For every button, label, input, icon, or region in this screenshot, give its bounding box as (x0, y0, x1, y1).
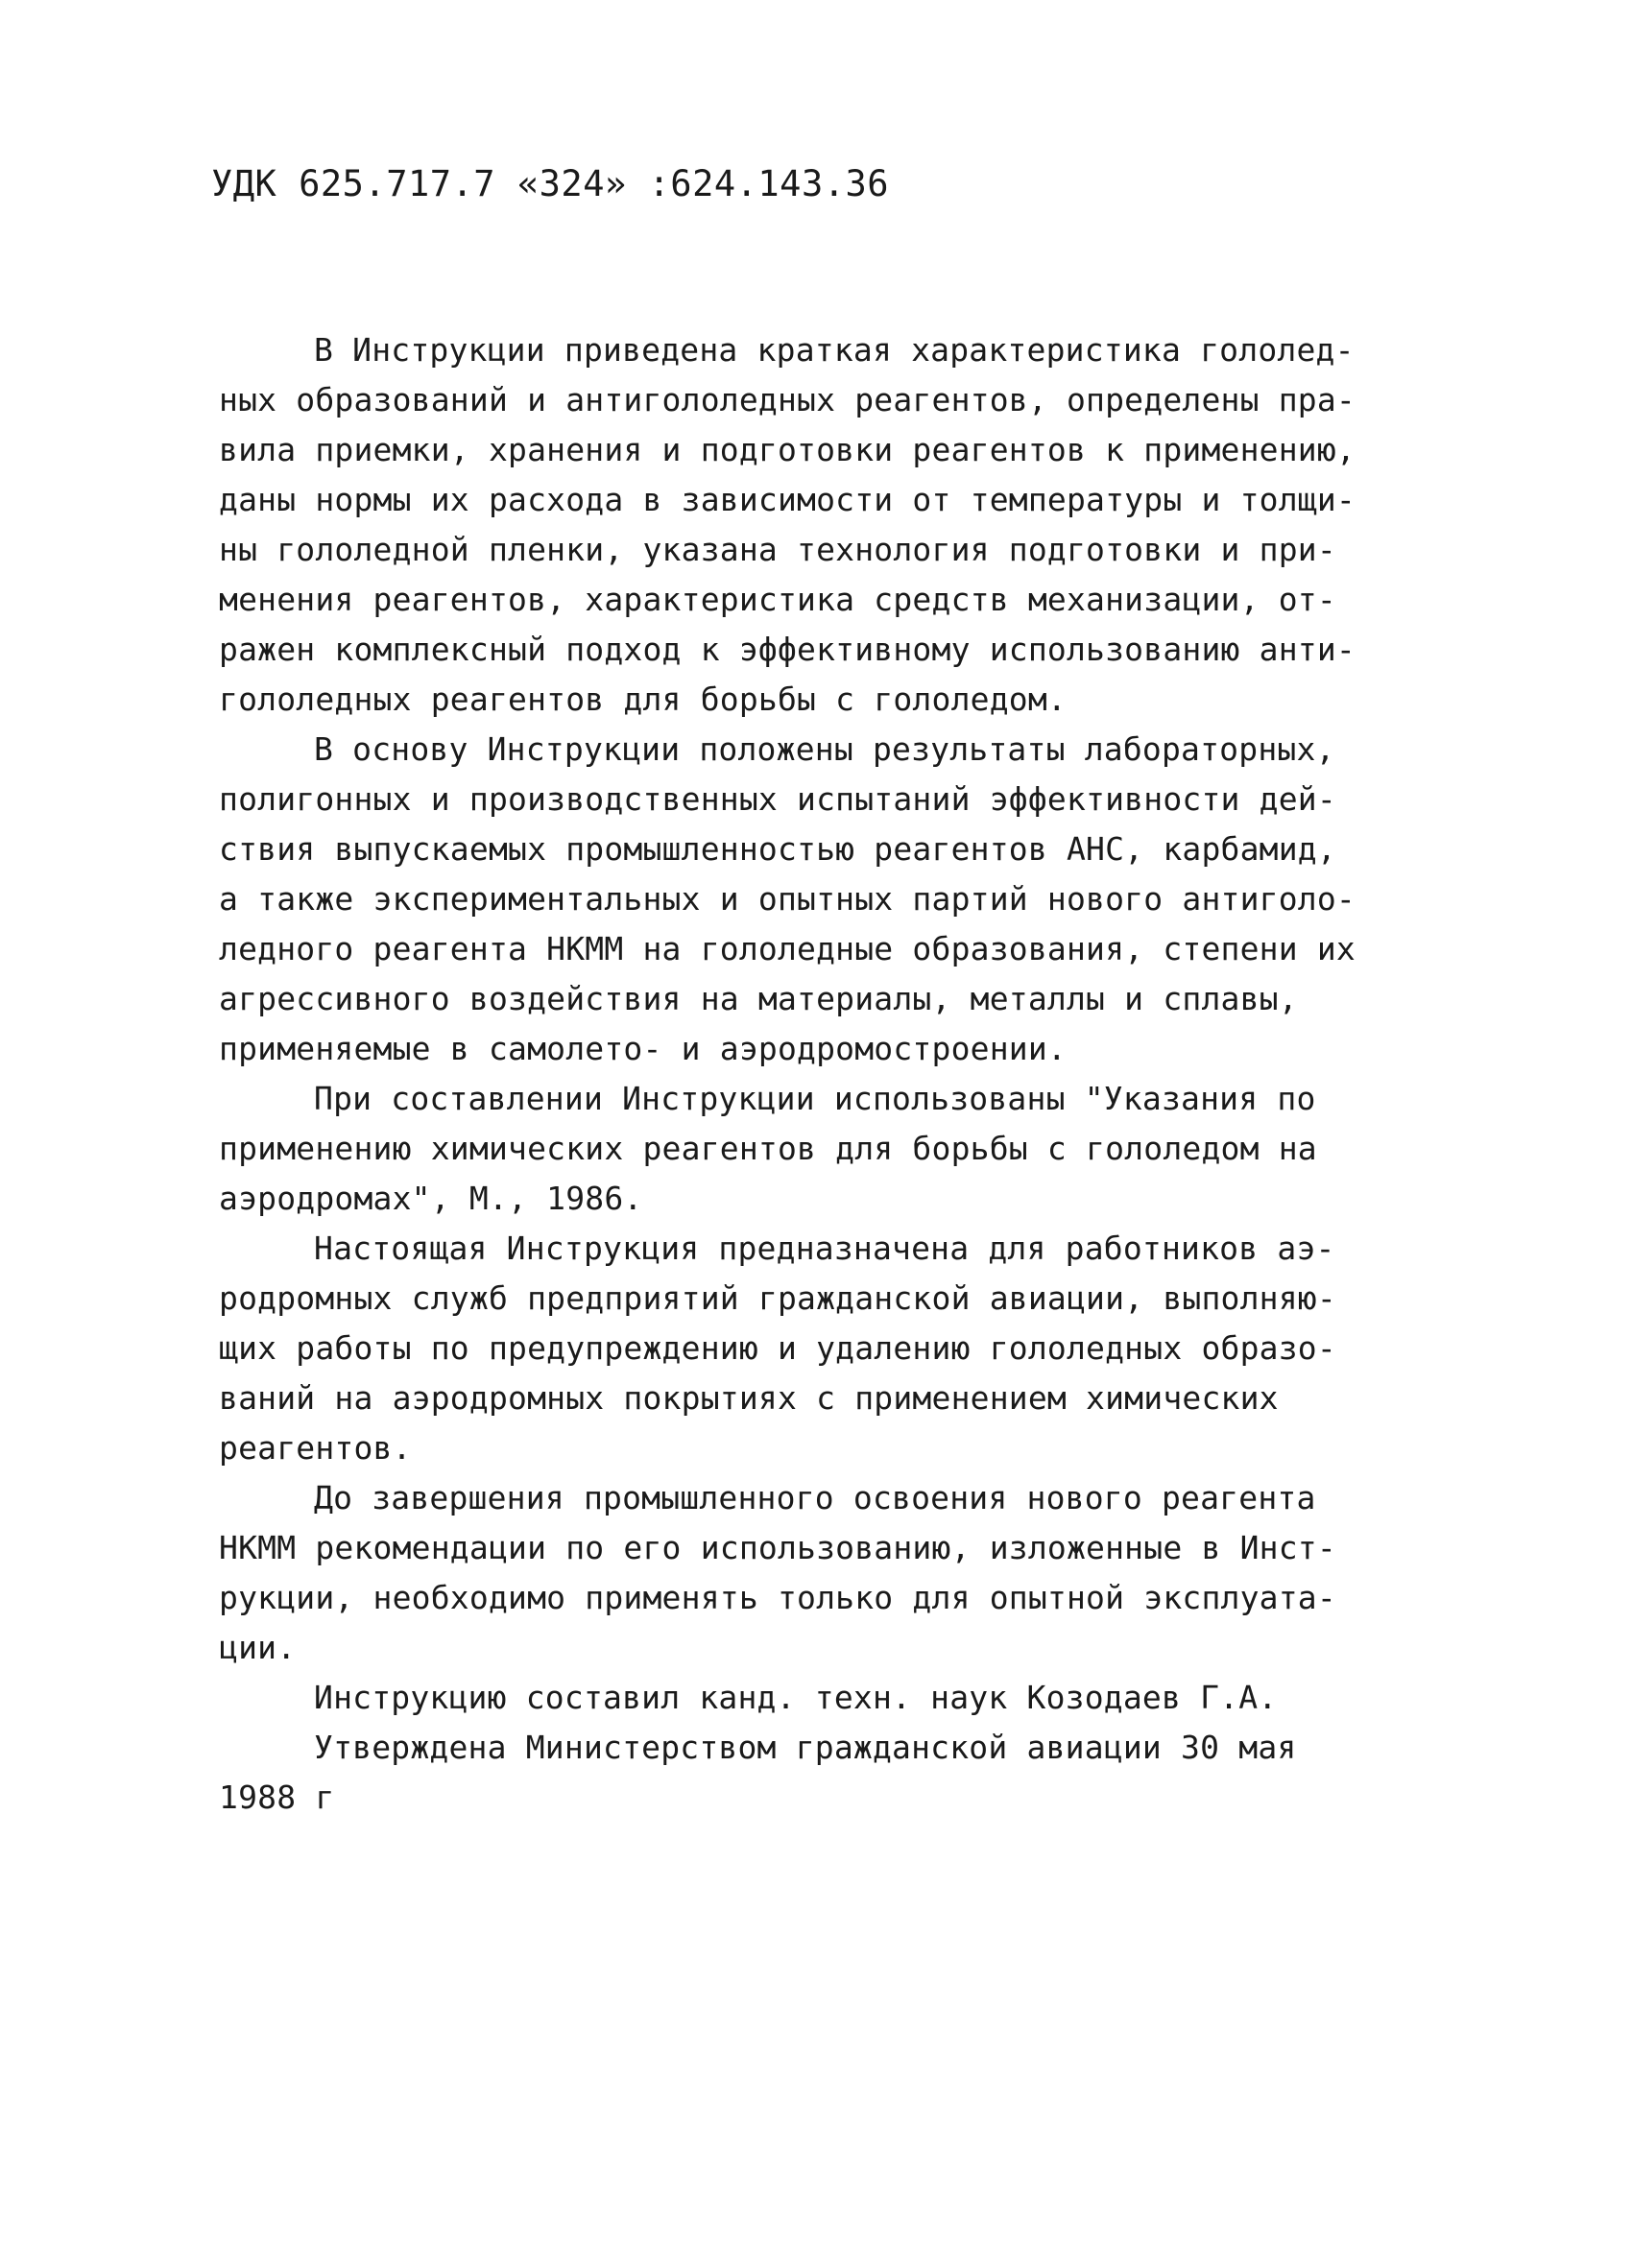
text-line: применяемые в самолето- и аэродромостроении. (219, 1030, 1067, 1067)
text-line: вила приемки, хранения и подготовки реагентов к применению, (219, 431, 1356, 468)
text-line: Инструкцию составил канд. техн. наук Козодаев Г.А. (314, 1679, 1278, 1716)
text-line: применению химических реагентов для борьбы с гололедом на (219, 1130, 1317, 1167)
text-line: До завершения промышленного освоения нового реагента (314, 1479, 1316, 1516)
text-line: ных образований и антигололедных реагентов, определены пра- (219, 381, 1356, 418)
text-line: реагентов. (219, 1429, 412, 1467)
text-line: полигонных и производственных испытаний эффективности дей- (219, 780, 1336, 818)
text-line: В основу Инструкции положены результаты лабораторных, (314, 730, 1335, 768)
text-line: щих работы по предупреждению и удалению гололедных образо- (219, 1329, 1336, 1367)
text-line: ствия выпускаемых промышленностью реагентов АНС, карбамид, (219, 830, 1336, 868)
text-line: 1988 г (219, 1779, 335, 1816)
text-line: Утверждена Министерством гражданской авиации 30 мая (314, 1729, 1297, 1766)
text-line: родромных служб предприятий гражданской авиации, выполняю- (219, 1279, 1336, 1317)
text-line: ражен комплексный подход к эффективному использованию анти- (219, 631, 1356, 668)
text-line: агрессивного воздействия на материалы, металлы и сплавы, (219, 980, 1298, 1017)
text-line: НКММ рекомендации по его использованию, изложенные в Инст- (219, 1529, 1336, 1566)
text-line: аэродромах", М., 1986. (219, 1180, 643, 1217)
text-line: При составлении Инструкции использованы "Указания по (314, 1080, 1316, 1117)
text-line: ции. (219, 1629, 297, 1666)
text-line: рукции, необходимо применять только для опытной эксплуата- (219, 1579, 1336, 1616)
text-line: а также экспериментальных и опытных партий нового антиголо- (219, 880, 1356, 918)
text-line: ны гололедной пленки, указана технология подготовки и при- (219, 531, 1336, 568)
text-line: даны нормы их расхода в зависимости от температуры и толщи- (219, 481, 1356, 518)
text-line: гололедных реагентов для борьбы с гололедом. (219, 680, 1067, 718)
text-line: ваний на аэродромных покрытиях с применением химических (219, 1379, 1279, 1417)
text-line: Настоящая Инструкция предназначена для работников аэ- (314, 1229, 1335, 1267)
udk-code: УДК 625.717.7 «324» :624.143.36 (211, 163, 890, 204)
text-line: менения реагентов, характеристика средств механизации, от- (219, 581, 1336, 618)
text-line: ледного реагента НКММ на гололедные образования, степени их (219, 930, 1356, 967)
text-line: В Инструкции приведена краткая характеристика гололед- (314, 331, 1355, 369)
